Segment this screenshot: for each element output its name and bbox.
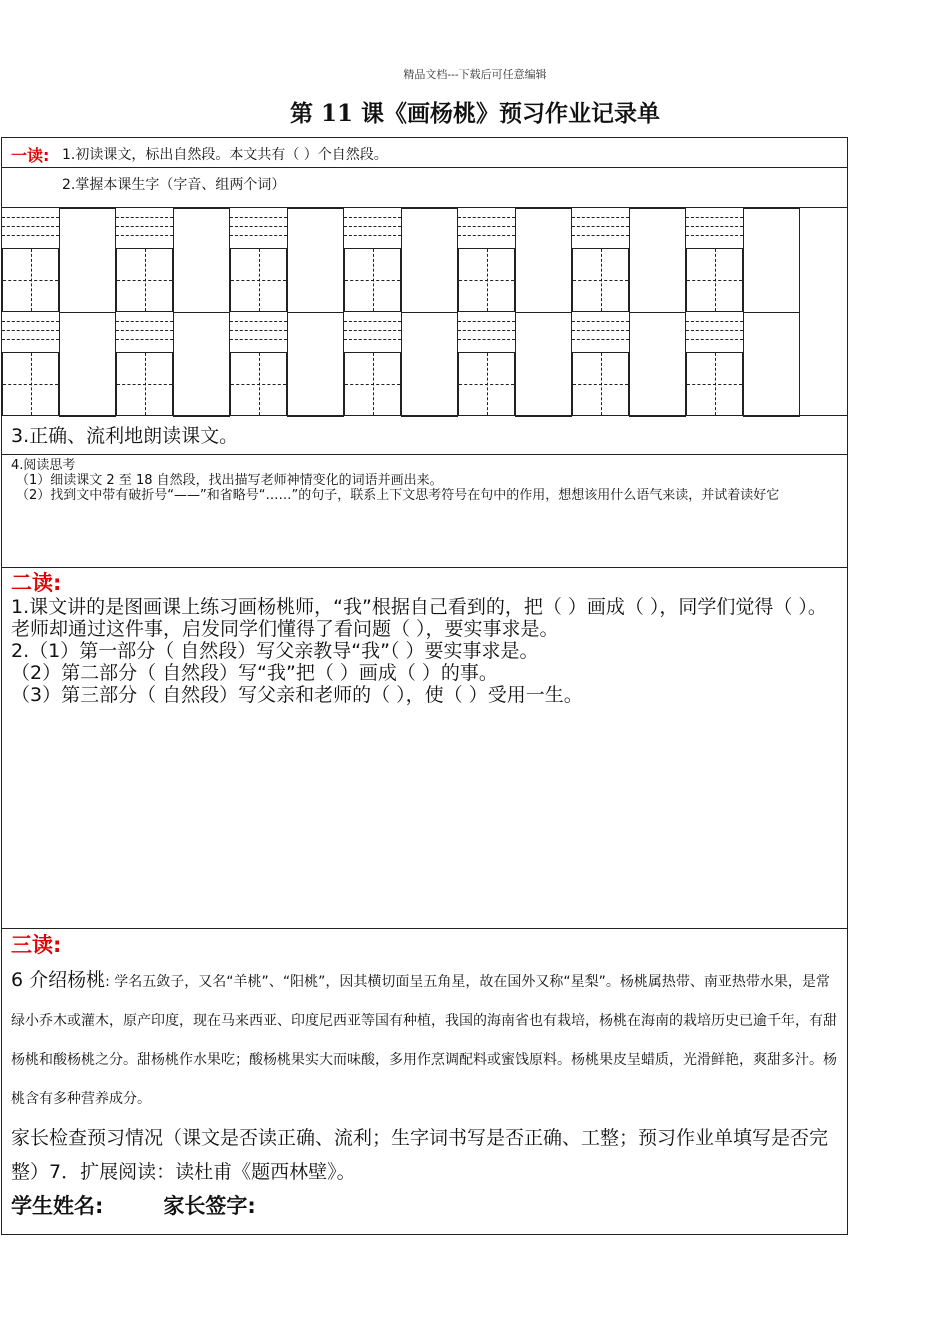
tianzige-box[interactable]	[2, 248, 59, 312]
read2-label: 二读:	[11, 571, 62, 595]
word-writing-box[interactable]	[59, 312, 116, 417]
read3-parent-check: 家长检查预习情况（课文是否读正确、流利；生字词书写是否正确、工整；预习作业单填写是否完整）7．扩展阅读：读杜甫《题西林壁》。	[11, 1127, 829, 1183]
word-writing-box[interactable]	[515, 208, 572, 313]
read3-label: 三读:	[11, 933, 62, 957]
pinyin-box[interactable]	[686, 208, 743, 248]
read1-row2	[1, 167, 848, 208]
read1-item4-q2: （2）找到文中带有破折号“——”和省略号“……”的句子，联系上下文思考符号在句中的作用，想想该用什么语气来读，并试着读好它	[16, 488, 780, 503]
word-writing-box[interactable]	[401, 312, 458, 417]
word-writing-box[interactable]	[629, 312, 686, 417]
read2-section	[1, 567, 848, 929]
word-writing-box[interactable]	[401, 208, 458, 313]
read2-line2: 2.（1）第一部分（ 自然段）写父亲教导“我”（ ）要实事求是。	[11, 640, 539, 662]
read3-signature-line	[11, 1189, 839, 1223]
pinyin-box[interactable]	[230, 208, 287, 248]
read1-item4-q1: （1）细读课文 2 至 18 自然段，找出描写老师神情变化的词语并画出来。	[16, 473, 443, 488]
word-writing-box[interactable]	[515, 312, 572, 417]
pinyin-box[interactable]	[686, 312, 743, 352]
tianzige-box[interactable]	[230, 352, 287, 416]
read2-line4: （3）第三部分（ 自然段）写父亲和老师的（ ），使（ ）受用一生。	[11, 684, 583, 706]
tianzige-box[interactable]	[344, 352, 401, 416]
tianzige-box[interactable]	[458, 248, 515, 312]
word-writing-box[interactable]	[173, 208, 230, 313]
pinyin-box[interactable]	[458, 312, 515, 352]
read2-line3: （2）第二部分（ 自然段）写“我”把（ ）画成（ ）的事。	[11, 662, 498, 684]
parent-sign-label: 家长签字:	[163, 1194, 256, 1218]
student-name-label: 学生姓名:	[11, 1194, 104, 1218]
read1-row1	[1, 137, 848, 168]
read1-item2: 2.掌握本课生字（字音、组两个词）	[62, 177, 286, 193]
character-practice-grid	[1, 207, 848, 416]
pinyin-box[interactable]	[116, 312, 173, 352]
tianzige-box[interactable]	[230, 248, 287, 312]
word-writing-box[interactable]	[287, 312, 344, 417]
read2-line1: 1.课文讲的是图画课上练习画杨桃师，“我”根据自己看到的，把（ ）画成（ ），同学们觉得（ ）。老师却通过这件事，启发同学们懂得了看问题（ ），要实事求是。	[11, 596, 827, 640]
tianzige-box[interactable]	[458, 352, 515, 416]
read1-item3: 3.正确、流利地朗读课文。	[11, 425, 239, 447]
read3-intro	[11, 961, 839, 1119]
pinyin-box[interactable]	[2, 312, 59, 352]
tianzige-box[interactable]	[116, 248, 173, 312]
tianzige-box[interactable]	[2, 352, 59, 416]
watermark: 精品文档---下载后可任意编辑	[403, 68, 547, 81]
tianzige-box[interactable]	[572, 352, 629, 416]
word-writing-box[interactable]	[59, 208, 116, 313]
tianzige-box[interactable]	[686, 248, 743, 312]
tianzige-box[interactable]	[344, 248, 401, 312]
word-writing-box[interactable]	[743, 208, 800, 313]
tianzige-box[interactable]	[572, 248, 629, 312]
read1-label: 一读:	[11, 146, 50, 165]
pinyin-box[interactable]	[572, 312, 629, 352]
read3-section	[1, 928, 848, 1235]
read1-item1: 1.初读课文，标出自然段。本文共有（ ）个自然段。	[62, 147, 388, 163]
read1-row4	[1, 454, 848, 568]
word-writing-box[interactable]	[287, 208, 344, 313]
read3-intro-body: : 学名五敛子，又名“羊桃”、“阳桃”，因其横切面呈五角星，故在国外又称“星梨”。杨桃属热带、南亚热带水果，是常绿小乔木或灌木，原产印度，现在马来西亚、印度尼西亚等国有种植，我国的海南省也有栽培，杨桃在海南的栽培历史已逾千年，有甜杨桃和酸杨桃之分。甜杨桃作水果吃；酸杨桃果实大而味酸，多用作烹调配料或蜜饯原料。杨桃果皮呈蜡质，光滑鲜艳，爽甜多汁。杨桃含有多种营养成分。	[11, 974, 837, 1107]
tianzige-box[interactable]	[686, 352, 743, 416]
pinyin-box[interactable]	[344, 312, 401, 352]
pinyin-box[interactable]	[458, 208, 515, 248]
word-writing-box[interactable]	[173, 312, 230, 417]
read1-row3	[1, 415, 848, 455]
pinyin-box[interactable]	[116, 208, 173, 248]
word-writing-box[interactable]	[743, 312, 800, 417]
pinyin-box[interactable]	[572, 208, 629, 248]
pinyin-box[interactable]	[344, 208, 401, 248]
tianzige-box[interactable]	[116, 352, 173, 416]
word-writing-box[interactable]	[629, 208, 686, 313]
pinyin-box[interactable]	[2, 208, 59, 248]
read1-item4-title: 4.阅读思考	[11, 458, 76, 473]
page-title: 第 11 课《画杨桃》预习作业记录单	[289, 100, 661, 127]
pinyin-box[interactable]	[230, 312, 287, 352]
read3-intro-head: 6 介绍杨桃	[11, 969, 106, 991]
